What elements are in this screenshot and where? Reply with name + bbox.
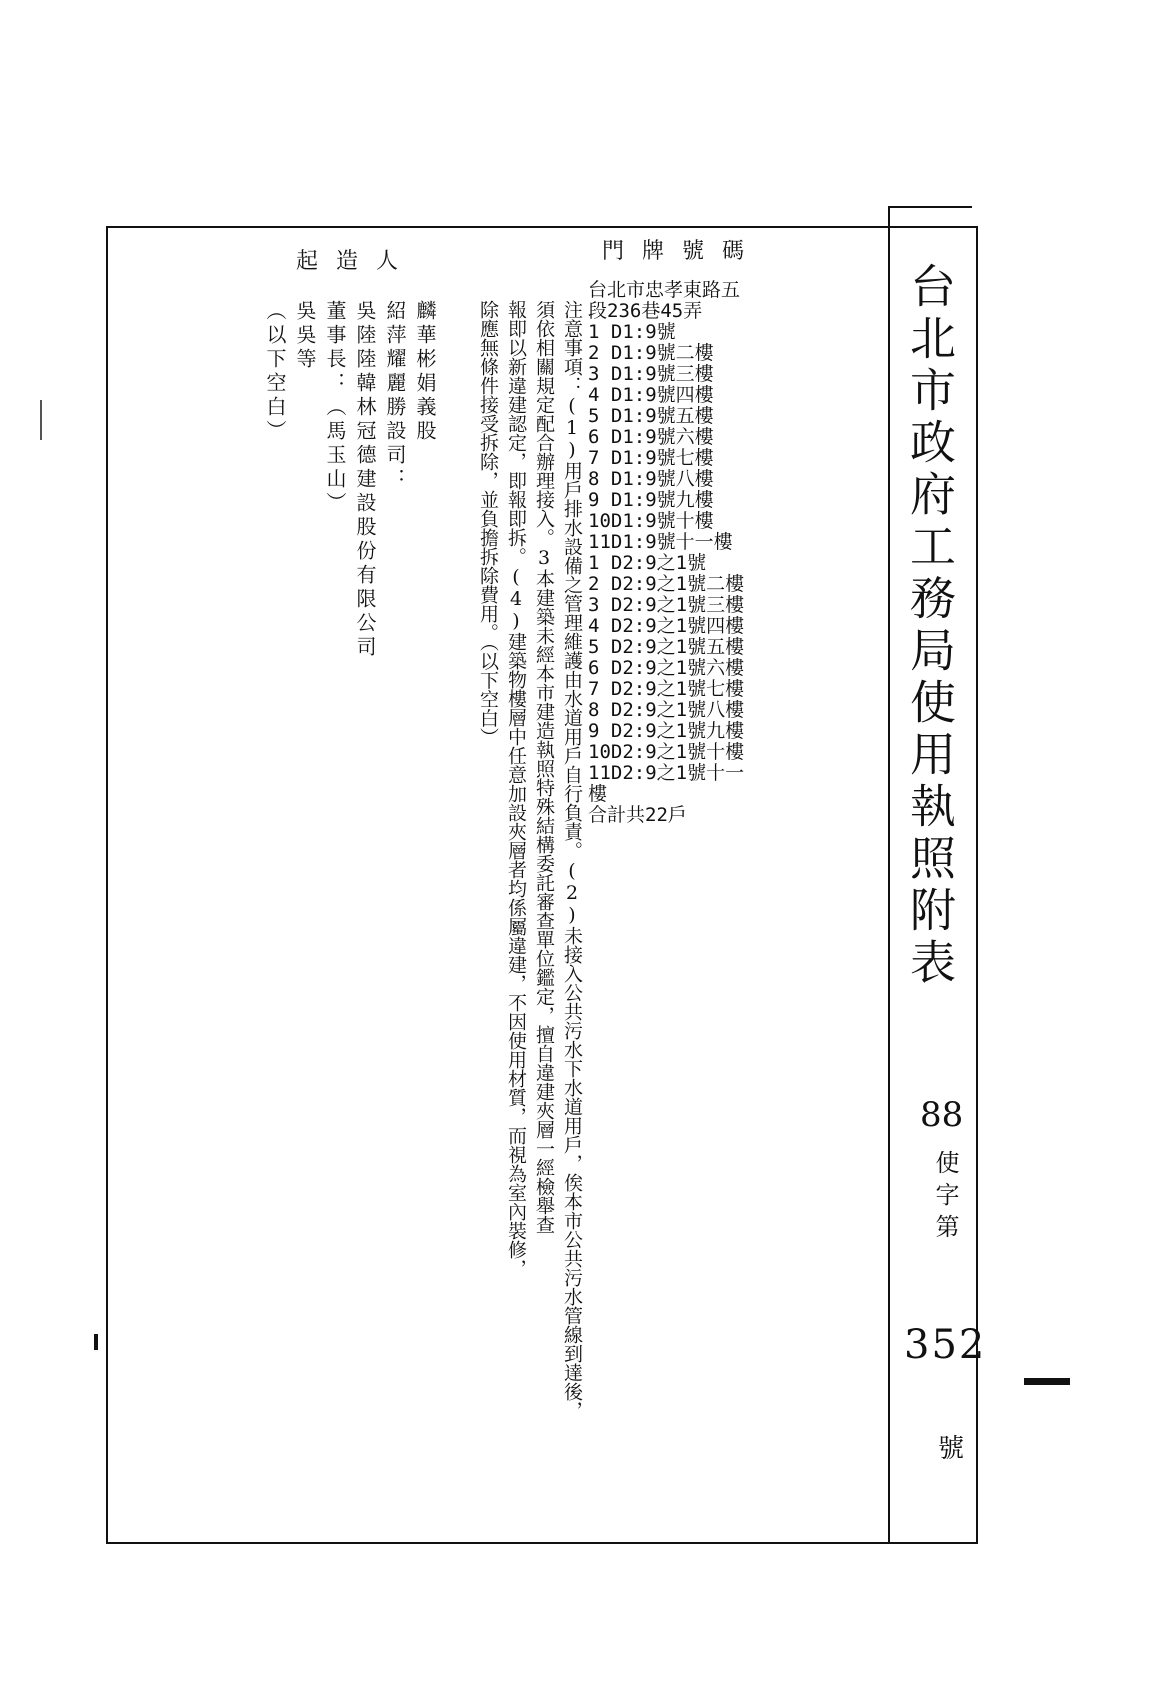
scan-mark bbox=[40, 400, 42, 440]
address-line: 1 D2:9之1號 bbox=[588, 552, 707, 574]
applicant-line: 吳陸陸韓林冠德建設股份有限公司 bbox=[353, 300, 377, 660]
address-line: 3 D1:9號三樓 bbox=[588, 363, 714, 385]
address-line: 4 D2:9之1號四樓 bbox=[588, 615, 745, 637]
form-title: 台北市政府工務局使用執照附表 bbox=[903, 262, 957, 990]
notes-line: 須依相關規定配合辦理接入。3本建築未經本市建造執照特殊結構委託審查單位鑑定，擅自違建夾層一經檢舉查 bbox=[533, 300, 555, 1234]
address-line: 1 D1:9號 bbox=[588, 321, 676, 343]
document-prefix: 使字第 bbox=[931, 1150, 959, 1246]
address-line: 10D1:9號十樓 bbox=[588, 510, 714, 532]
address-line: 8 D2:9之1號八樓 bbox=[588, 699, 745, 721]
notes-block bbox=[474, 300, 586, 1530]
applicants-block bbox=[263, 300, 440, 760]
address-line: 6 D2:9之1號六樓 bbox=[588, 657, 745, 679]
applicant-line: （以下空白） bbox=[263, 300, 287, 444]
document-suffix: 號 bbox=[938, 1434, 965, 1464]
title-column-divider bbox=[888, 206, 890, 1542]
address-line: 6 D1:9號六樓 bbox=[588, 426, 714, 448]
notes-line: 除應無條件接受拆除，並負擔拆除費用。（以下空白） bbox=[477, 300, 499, 747]
scan-mark bbox=[1024, 1378, 1070, 1385]
address-line: 9 D1:9號九樓 bbox=[588, 489, 714, 511]
address-line: 4 D1:9號四樓 bbox=[588, 384, 714, 406]
address-block bbox=[588, 279, 758, 826]
address-line: 9 D2:9之1號九樓 bbox=[588, 720, 745, 742]
address-line: 5 D1:9號五樓 bbox=[588, 405, 714, 427]
applicant-line: 麟華彬娟義股 bbox=[413, 300, 437, 444]
applicant-line: 紹萍耀麗勝設司： bbox=[383, 300, 407, 492]
header-door-number: 門牌號碼 bbox=[602, 239, 763, 264]
document-serial: 352 bbox=[904, 1322, 987, 1368]
address-line: 8 D1:9號八樓 bbox=[588, 468, 714, 490]
address-line: 11D2:9之1號十一樓 bbox=[588, 762, 745, 805]
title-column-top-border bbox=[888, 206, 972, 208]
address-line: 7 D1:9號七樓 bbox=[588, 447, 714, 469]
address-line: 2 D2:9之1號二樓 bbox=[588, 573, 745, 595]
applicant-line: 董事長：（馬玉山） bbox=[323, 300, 347, 516]
address-line: 合計共22戶 bbox=[588, 804, 687, 826]
notes-line: 報即以新違建認定，即報即拆。(4)建築物樓層中任意加設夾層者均係屬違建，不因使用材質，而視為室內裝修， bbox=[505, 300, 527, 1278]
document-year: 88 bbox=[920, 1095, 964, 1135]
address-line: 2 D1:9號二樓 bbox=[588, 342, 714, 364]
address-line: 3 D2:9之1號三樓 bbox=[588, 594, 745, 616]
scan-mark bbox=[94, 1334, 98, 1350]
address-line: 5 D2:9之1號五樓 bbox=[588, 636, 745, 658]
address-line: 7 D2:9之1號七樓 bbox=[588, 678, 745, 700]
address-line: 台北市忠孝東路五 bbox=[588, 279, 741, 301]
address-line: 11D1:9號十一樓 bbox=[588, 531, 733, 553]
header-builder: 起造人 bbox=[296, 249, 417, 274]
address-line: 10D2:9之1號十樓 bbox=[588, 741, 745, 763]
applicant-line: 吳吳等 bbox=[293, 300, 317, 372]
notes-line: 注意事項：(1)用戶排水設備之管理維護由水道用戶自行負責。(2)未接入公共污水下水道用戶，俟本市公共污水管線到達後， bbox=[561, 300, 583, 1420]
address-line: 段236巷45弄 bbox=[588, 300, 703, 322]
